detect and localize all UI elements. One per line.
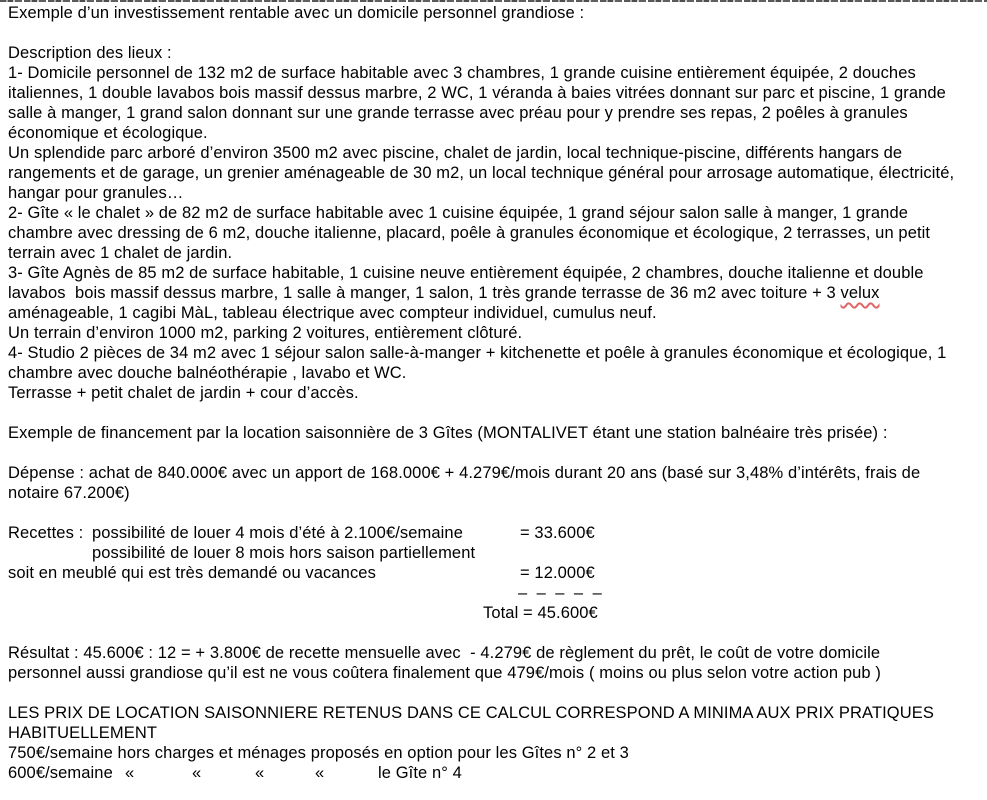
text-line [0, 643, 987, 663]
text-segment: chambre avec dressing de 6 m2, douche italienne, placard, poêle à granules économique et écologique, 2 terrasses, un petit [8, 224, 931, 242]
clipped-text-edge [0, 0, 987, 2]
text-segment: LES PRIX DE LOCATION SAISONNIERE RETENUS DANS CE CALCUL CORRESPOND A MINIMA AUX PRIX PRATIQUES [8, 704, 934, 722]
text-line [0, 623, 987, 643]
text-line [0, 703, 987, 723]
text-segment: 750€/semaine hors charges et ménages proposés en option pour les Gîtes n° 2 et 3 [8, 744, 629, 762]
text-segment: lavabos bois massif dessus marbre, 1 salle à manger, 1 salon, 1 très grande terrasse de 36 m2 avec toiture + 3 [8, 284, 841, 302]
text-segment: rangements et de garage, un grenier aménageable de 30 m2, un local technique général pour arrosage automatique, électricité, [8, 164, 955, 182]
text-line [0, 443, 987, 463]
text-line [0, 23, 987, 43]
text-line [0, 103, 987, 123]
text-segment: italiennes, 1 double lavabos bois massif dessus marbre, 2 WC, 1 véranda à baies vitrées donnant sur parc et piscine, 1 grande [8, 84, 946, 102]
text-segment: « [125, 764, 135, 782]
text-line [0, 763, 987, 783]
text-segment: salle à manger, 1 grand salon donnant sur une grande terrasse avec préau pour y prendre ses repas, 2 poêles à granules [8, 104, 908, 122]
text-line [0, 523, 987, 543]
text-line [0, 183, 987, 203]
text-segment: 1- Domicile personnel de 132 m2 de surface habitable avec 3 chambres, 1 grande cuisine entièrement équipée, 2 douches [8, 64, 916, 82]
text-line [0, 543, 987, 563]
text-segment: = 33.600€ [520, 524, 595, 542]
text-segment: 600€/semaine [8, 764, 113, 782]
text-segment: « [255, 764, 265, 782]
text-line [0, 423, 987, 443]
text-line [0, 303, 987, 323]
text-line [0, 83, 987, 103]
text-line [0, 483, 987, 503]
text-segment: hangar pour granules… [8, 184, 184, 202]
text-line [0, 583, 987, 603]
text-line [0, 243, 987, 263]
text-line [0, 203, 987, 223]
text-line [0, 563, 987, 583]
text-line [0, 63, 987, 83]
text-segment: Un terrain d’environ 1000 m2, parking 2 voitures, entièrement clôturé. [8, 324, 523, 342]
text-segment: « [315, 764, 325, 782]
text-line [0, 143, 987, 163]
text-line [0, 383, 987, 403]
text-line [0, 743, 987, 763]
text-line [0, 603, 987, 623]
text-line [0, 403, 987, 423]
text-line [0, 363, 987, 383]
text-line [0, 283, 987, 303]
text-segment: 4- Studio 2 pièces de 34 m2 avec 1 séjour salon salle-à-manger + kitchenette et poêle à granules économique et écologique, 1 [8, 344, 947, 362]
text-line [0, 163, 987, 183]
misspelled-word: velux [840, 284, 880, 302]
text-line [0, 663, 987, 683]
text-line [0, 43, 987, 63]
text-segment: chambre avec douche balnéothérapie , lavabo et WC. [8, 364, 407, 382]
text-segment: Exemple de financement par la location saisonnière de 3 Gîtes (MONTALIVET étant une station balnéaire très prisée) : [8, 424, 888, 442]
text-segment: terrain avec 1 chalet de jardin. [8, 244, 233, 262]
text-segment: Description des lieux : [8, 44, 172, 62]
text-segment: Terrasse + petit chalet de jardin + cour d’accès. [8, 384, 359, 402]
text-segment: le Gîte n° 4 [378, 764, 462, 782]
text-segment: aménageable, 1 cagibi MàL, tableau électrique avec compteur individuel, cumulus neuf. [8, 304, 657, 322]
text-segment: HABITUELLEMENT [8, 724, 158, 742]
text-segment: Un splendide parc arboré d’environ 3500 m2 avec piscine, chalet de jardin, local technique-piscine, différents hangars de [8, 144, 903, 162]
text-segment: Exemple d’un investissement rentable avec un domicile personnel grandiose : [8, 4, 585, 22]
text-line [0, 683, 987, 703]
text-line [0, 463, 987, 483]
text-line [0, 343, 987, 363]
text-segment: 2- Gîte « le chalet » de 82 m2 de surface habitable avec 1 cuisine équipée, 1 grand séjour salon salle à manger, 1 grande [8, 204, 909, 222]
text-segment: Recettes : [8, 524, 84, 542]
text-segment: économique et écologique. [8, 124, 208, 142]
text-line [0, 123, 987, 143]
text-line [0, 723, 987, 743]
text-segment: 3- Gîte Agnès de 85 m2 de surface habitable, 1 cuisine neuve entièrement équipée, 2 chambres, douche italienne et double [8, 264, 924, 282]
text-segment: personnel aussi grandiose qu’il est ne vous coûtera finalement que 479€/mois ( moins ou plus selon votre action pub ) [8, 664, 881, 682]
text-line [0, 3, 987, 23]
text-segment: notaire 67.200€) [8, 484, 130, 502]
text-segment: « [192, 764, 202, 782]
text-segment: soit en meublé qui est très demandé ou vacances [8, 564, 376, 582]
text-line [0, 223, 987, 243]
text-segment: possibilité de louer 8 mois hors saison partiellement [92, 544, 476, 562]
text-line [0, 263, 987, 283]
text-line [0, 323, 987, 343]
text-segment: – – – – – [518, 584, 602, 602]
text-line [0, 503, 987, 523]
document-text-container [0, 3, 987, 783]
text-segment: Dépense : achat de 840.000€ avec un apport de 168.000€ + 4.279€/mois durant 20 ans (basé sur 3,48% d’intérêts, frais de [8, 464, 921, 482]
text-segment: Résultat : 45.600€ : 12 = + 3.800€ de recette mensuelle avec - 4.279€ de règlement du prêt, le coût de votre domicile [8, 644, 881, 662]
text-segment: Total = 45.600€ [483, 604, 598, 622]
text-segment: = 12.000€ [520, 564, 595, 582]
text-segment: possibilité de louer 4 mois d’été à 2.100€/semaine [92, 524, 463, 542]
